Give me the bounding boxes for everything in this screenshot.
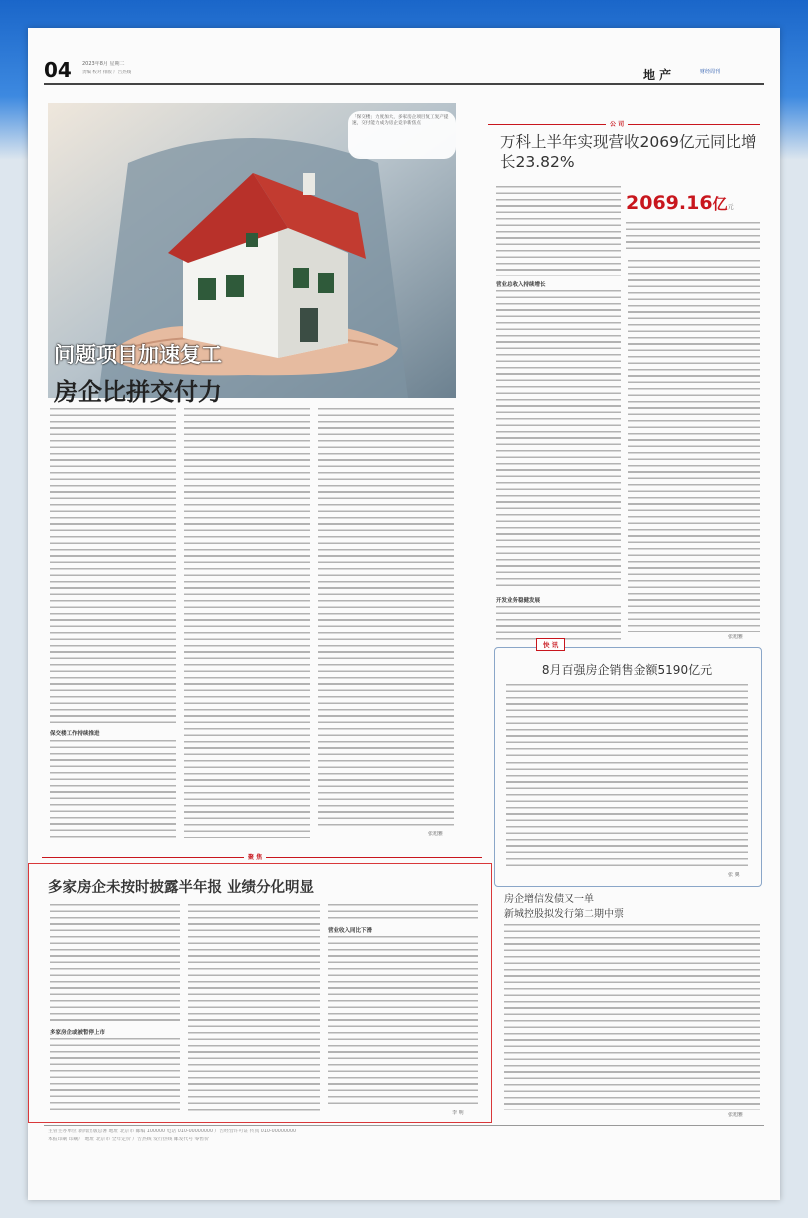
bottom-col3a: [328, 904, 478, 922]
bottom-subhead-2: 营业收入同比下滑: [328, 928, 373, 934]
vanke-intro-col: [496, 186, 621, 276]
xincheng-signature: 张旭雅: [728, 1112, 744, 1118]
sales-body-lower: [506, 762, 748, 870]
bottom-col1: [50, 904, 180, 1024]
page-number: 04: [44, 58, 72, 82]
big-figure-unit: 亿: [712, 195, 728, 213]
vanke-subhead-2: 开发业务稳健发展: [496, 598, 541, 604]
hero-headline-small: 问题项目加速复工: [54, 343, 222, 367]
vanke-col1: [496, 290, 621, 590]
hero-photo: [48, 103, 456, 398]
right-top-title: [500, 132, 760, 172]
bottom-kicker: 聚 焦: [244, 852, 266, 861]
lead-article-col1b: [50, 740, 176, 838]
bottom-col3b: [328, 936, 478, 1108]
footer-line-2: 本报印刷 印刷厂 地址 北京市 全年定价 广告热线 发行热线 邮发代号 零售价: [48, 1137, 209, 1142]
lead-subhead: 保交楼工作持续推进: [50, 731, 100, 737]
bottom-subhead-1: 多家房企或被暂停上市: [50, 1030, 106, 1036]
big-figure-block: [626, 192, 762, 214]
vanke-col1b: [496, 606, 621, 641]
vanke-col2: [628, 260, 760, 632]
right-top-title-text: 万科上半年实现营收2069亿元同比增长23.82%: [500, 133, 757, 171]
big-figure-suffix: 元: [727, 204, 734, 211]
newspaper-page: [28, 28, 780, 1200]
lead-article-col2: [184, 408, 310, 838]
editor-line: 责编 校对 排版 广告热线: [82, 70, 132, 75]
vanke-subhead-1: 营业总收入持续增长: [496, 282, 546, 288]
right-top-kicker: 公 司: [606, 119, 628, 128]
big-figure-caption: [626, 222, 760, 254]
photo-callout: 「保交楼」力度加大，多家房企项目复工复产提速，交付能力成为房企竞争新焦点: [348, 111, 456, 159]
section-tag: 财经周刊: [700, 69, 721, 75]
sales-signature: 张 翼: [728, 872, 740, 878]
lead-article-col3: [318, 408, 454, 828]
xincheng-title-2: 新城控股拟发行第二期中票: [504, 909, 624, 920]
header-rule: [44, 83, 764, 85]
hero-headline-big: 房企比拼交付力: [54, 378, 222, 406]
sales-title: 8月百强房企销售金额5190亿元: [541, 663, 713, 677]
lead-article-col1: [50, 408, 176, 728]
xincheng-body: [504, 924, 760, 1110]
bottom-col2: [188, 904, 320, 1114]
bottom-col1b: [50, 1038, 180, 1114]
footer-line-1: 主管主办单位 新闻出版总署 地址 北京市 邮编 100000 电话 010-00000000 广告经营许可证 传真 010-00000000: [48, 1129, 297, 1134]
date-line: 2023年8月 星期二: [82, 61, 125, 67]
big-figure: 2069.16: [626, 192, 713, 214]
bottom-signature: 李 明: [452, 1110, 464, 1116]
section-title: 地 产: [643, 68, 672, 82]
sales-kicker: 快 讯: [536, 638, 565, 651]
bottom-title: 多家房企未按时披露半年报 业绩分化明显: [48, 880, 315, 896]
lead-signature: 张旭雅: [428, 831, 444, 837]
footer-rule: [44, 1125, 764, 1126]
sales-body-upper: [506, 684, 748, 756]
xincheng-title-1: 房企增信发债又一单: [504, 894, 594, 905]
vanke-signature: 张旭雅: [728, 634, 744, 640]
